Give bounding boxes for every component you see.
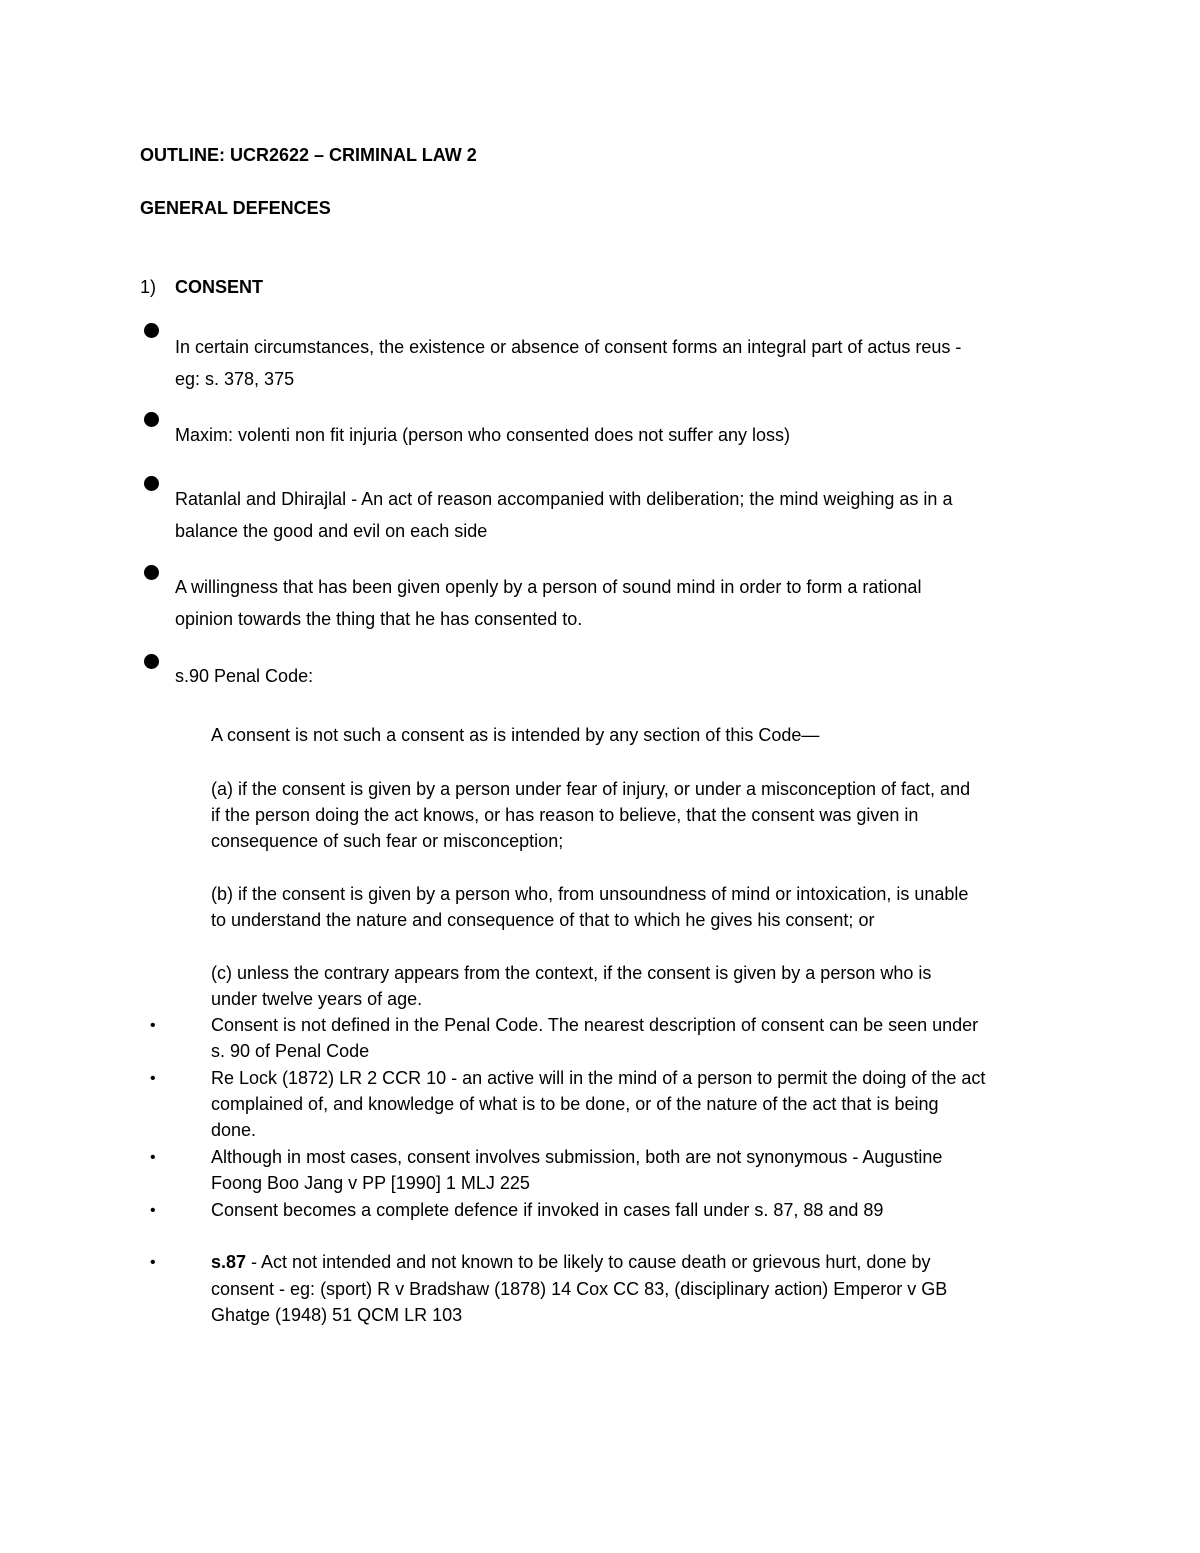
circle-bullet-icon xyxy=(144,412,159,427)
quote-line: (b) if the consent is given by a person who, from unsoundness of mind or intoxication, is unable xyxy=(211,884,969,904)
list-item-line: s. 90 of Penal Code xyxy=(211,1041,370,1061)
circle-bullet-icon xyxy=(144,565,159,580)
section-number: 1) xyxy=(140,277,157,297)
list-item-line: Consent becomes a complete defence if invoked in cases fall under s. 87, 88 and 89 xyxy=(211,1200,884,1220)
list-item-line: eg: s. 378, 375 xyxy=(175,369,295,389)
list-item-line: Consent is not defined in the Penal Code. The nearest description of consent can be seen under xyxy=(211,1015,979,1035)
quote-line: under twelve years of age. xyxy=(211,989,423,1009)
quote-intro: A consent is not such a consent as is intended by any section of this Code— xyxy=(211,725,820,745)
list-item-line: s.90 Penal Code: xyxy=(175,666,314,686)
quote-line: (a) if the consent is given by a person under fear of injury, or under a misconception of fact, and xyxy=(211,779,971,799)
circle-bullet-icon xyxy=(144,654,159,669)
list-item-line xyxy=(211,1252,931,1273)
circle-bullet-icon xyxy=(144,323,159,338)
quote-line: if the person doing the act knows, or has reason to believe, that the consent was given in xyxy=(211,805,919,825)
list-item-line: complained of, and knowledge of what is to be done, or of the nature of the act that is being xyxy=(211,1094,939,1114)
list-item-line: done. xyxy=(211,1120,257,1140)
dot-bullet-icon: • xyxy=(150,1149,156,1166)
quote-line: to understand the nature and consequence of that to which he gives his consent; or xyxy=(211,910,875,930)
list-item-line: opinion towards the thing that he has consented to. xyxy=(175,609,583,629)
quote-line: consequence of such fear or misconception; xyxy=(211,831,564,851)
list-item-line: balance the good and evil on each side xyxy=(175,521,488,541)
dot-bullet-icon: • xyxy=(150,1254,156,1271)
section-ref-bold: s.87 xyxy=(211,1252,247,1272)
list-item-line: Ratanlal and Dhirajlal - An act of reason accompanied with deliberation; the mind weighing as in a xyxy=(175,489,953,509)
list-item-line: consent - eg: (sport) R v Bradshaw (1878) 14 Cox CC 83, (disciplinary action) Emperor v GB xyxy=(211,1279,948,1299)
list-item-line: Foong Boo Jang v PP [1990] 1 MLJ 225 xyxy=(211,1173,530,1193)
list-item-line: Maxim: volenti non fit injuria (person who consented does not suffer any loss) xyxy=(175,425,790,445)
document-title: OUTLINE: UCR2622 – CRIMINAL LAW 2 xyxy=(140,145,477,165)
quote-line: (c) unless the contrary appears from the context, if the consent is given by a person who is xyxy=(211,963,932,983)
section-title: CONSENT xyxy=(175,277,264,297)
circle-bullet-icon xyxy=(144,476,159,491)
list-item-line: Although in most cases, consent involves submission, both are not synonymous - Augustine xyxy=(211,1147,943,1167)
dot-bullet-icon: • xyxy=(150,1202,156,1219)
list-item-line: In certain circumstances, the existence or absence of consent forms an integral part of actus reus - xyxy=(175,337,962,357)
list-item-line: Re Lock (1872) LR 2 CCR 10 - an active will in the mind of a person to permit the doing of the act xyxy=(211,1068,986,1088)
list-item-line: A willingness that has been given openly by a person of sound mind in order to form a rational xyxy=(175,577,922,597)
document-subtitle: GENERAL DEFENCES xyxy=(140,198,331,218)
list-item-line: Ghatge (1948) 51 QCM LR 103 xyxy=(211,1305,463,1325)
list-item-text: - Act not intended and not known to be likely to cause death or grievous hurt, done by xyxy=(246,1252,931,1272)
dot-bullet-icon: • xyxy=(150,1070,156,1087)
dot-bullet-icon: • xyxy=(150,1017,156,1034)
